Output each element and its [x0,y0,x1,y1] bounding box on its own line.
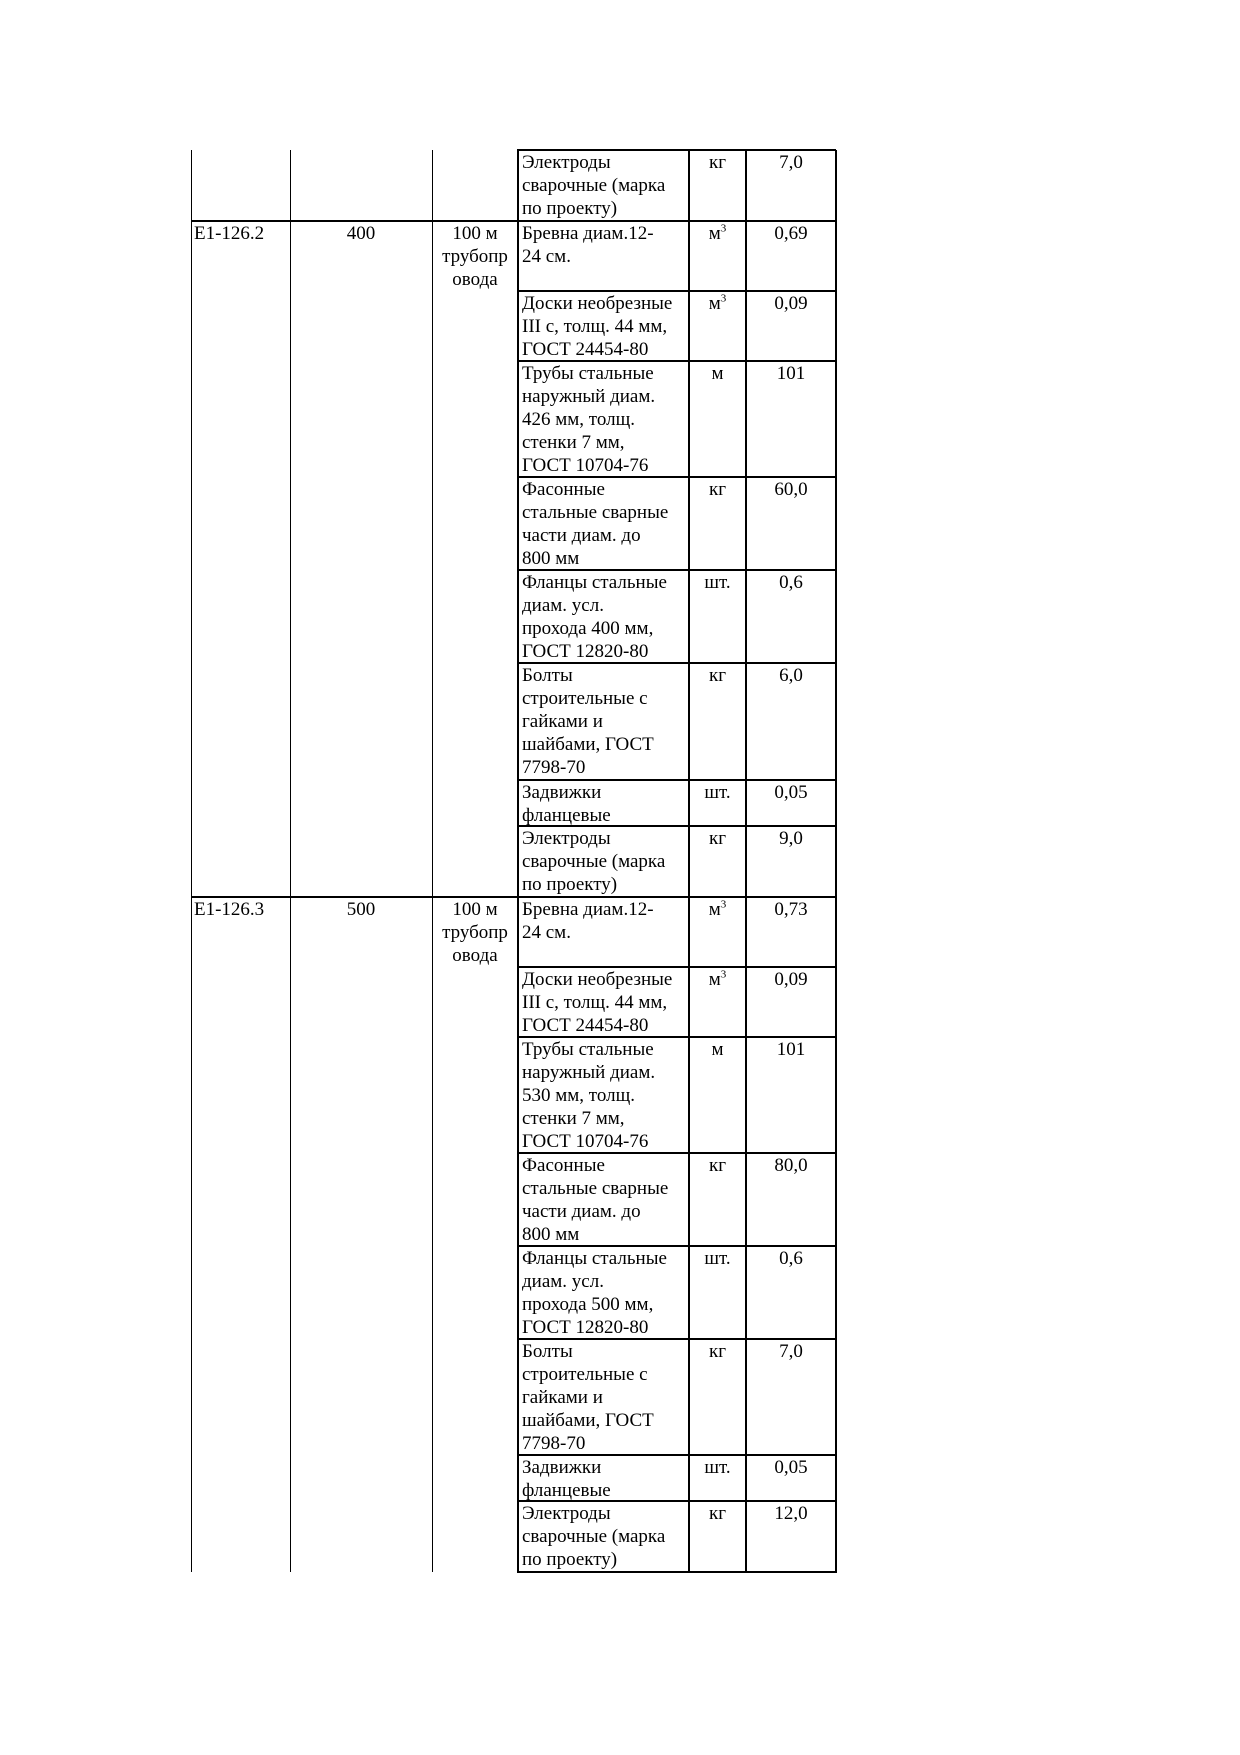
material-line: Болты [522,1341,573,1362]
col-divider-left-3 [432,150,433,1572]
material-line: III с, толщ. 44 мм, [522,992,668,1013]
material-line: 7798-70 [522,757,586,778]
quantity: 7,0 [779,1341,803,1362]
material-line: сварочные (марка [522,175,666,196]
material-line: ГОСТ 10704-76 [522,1131,649,1152]
material-line: ГОСТ 12820-80 [522,1317,649,1338]
quantity: 0,05 [774,1457,808,1478]
material-line: Электроды [522,828,611,849]
unit: шт. [704,1457,731,1478]
norm-code: Е1-126.3 [194,899,265,920]
material-line: Бревна диам.12- [522,899,654,920]
material-line: наружный диам. [522,386,656,407]
material-line: стенки 7 мм, [522,432,625,453]
unit: шт. [704,782,731,803]
unit: шт. [704,1248,731,1269]
material-line: Болты [522,665,573,686]
row-divider [517,1571,836,1573]
material-line: III с, толщ. 44 мм, [522,316,668,337]
material-line: Электроды [522,1503,611,1524]
unit: кг [708,665,727,686]
material-name [522,478,668,570]
material-line: стальные сварные [522,1178,669,1199]
material-line: части диам. до [522,1201,641,1222]
material-name [522,292,672,361]
material-line: 24 см. [522,922,571,943]
unit: кг [708,152,727,173]
quantity: 0,69 [774,223,808,244]
material-name [522,898,654,944]
material-name [522,571,667,663]
material-line: Трубы стальные [522,363,654,384]
quantity: 0,09 [774,969,808,990]
unit: $м^3$ [708,222,727,244]
material-name [522,1456,611,1502]
material-line: Доски необрезные [522,969,673,990]
quantity: 7,0 [779,152,803,173]
material-line: ГОСТ 24454-80 [522,339,649,360]
quantity: 0,6 [779,1248,803,1269]
unit: шт. [704,572,731,593]
quantity: 6,0 [779,665,803,686]
material-name [522,1340,654,1455]
material-name [522,222,654,268]
unit: $м^3$ [708,898,727,920]
quantity: 9,0 [779,828,803,849]
pipe-diameter: 500 [346,899,376,920]
unit: м [711,1039,724,1060]
quantity: 60,0 [774,479,808,500]
material-line: 800 мм [522,548,580,569]
material-name [522,827,665,896]
col-divider-left-2 [290,150,291,1572]
material-line: части диам. до [522,525,641,546]
quantity: 0,6 [779,572,803,593]
material-line: гайками и [522,1387,603,1408]
material-line: ГОСТ 24454-80 [522,1015,649,1036]
material-line: гайками и [522,711,603,732]
material-line: шайбами, ГОСТ [522,1410,654,1431]
material-line: Фасонные [522,1155,605,1176]
material-line: Доски необрезные [522,293,673,314]
material-line: Задвижки [522,782,602,803]
material-line: 7798-70 [522,1433,586,1454]
unit: $м^3$ [708,968,727,990]
material-line: прохода 400 мм, [522,618,654,639]
measure-unit: 100 м трубопр овода [442,899,508,966]
quantity: 0,09 [774,293,808,314]
unit: $м^3$ [708,292,727,314]
quantity: 101 [776,363,806,384]
col-divider-left-1 [191,150,192,1572]
material-line: стенки 7 мм, [522,1108,625,1129]
material-line: Трубы стальные [522,1039,654,1060]
unit: кг [708,828,727,849]
unit: кг [708,1155,727,1176]
material-line: фланцевые [522,1480,611,1501]
material-name [522,781,611,827]
material-name [522,1247,667,1339]
material-line: стальные сварные [522,502,669,523]
material-line: по проекту) [522,874,618,895]
norm-code: Е1-126.2 [194,223,265,244]
quantity: 80,0 [774,1155,808,1176]
material-name [522,151,665,220]
material-line: Бревна диам.12- [522,223,654,244]
material-line: Фланцы стальные [522,1248,667,1269]
material-line: шайбами, ГОСТ [522,734,654,755]
material-line: сварочные (марка [522,851,666,872]
material-line: 800 мм [522,1224,580,1245]
material-line: Фасонные [522,479,605,500]
quantity: 0,73 [774,899,808,920]
unit: м [711,363,724,384]
material-line: 426 мм, толщ. [522,409,635,430]
unit: кг [708,1503,727,1524]
material-line: диам. усл. [522,595,604,616]
material-name [522,1038,655,1153]
quantity: 12,0 [774,1503,808,1524]
material-line: прохода 500 мм, [522,1294,654,1315]
quantity: 101 [776,1039,806,1060]
material-name [522,1154,668,1246]
material-line: диам. усл. [522,1271,604,1292]
material-line: по проекту) [522,1549,618,1570]
material-line: наружный диам. [522,1062,656,1083]
material-line: ГОСТ 10704-76 [522,455,649,476]
unit: кг [708,479,727,500]
material-line: Электроды [522,152,611,173]
material-line: строительные с [522,688,648,709]
col-divider-right-1 [517,150,519,1573]
material-line: фланцевые [522,805,611,826]
material-line: 24 см. [522,246,571,267]
material-name [522,968,672,1037]
material-name [522,664,654,779]
material-line: строительные с [522,1364,648,1385]
material-line: сварочные (марка [522,1526,666,1547]
quantity: 0,05 [774,782,808,803]
material-line: по проекту) [522,198,618,219]
measure-unit: 100 м трубопр овода [442,223,508,290]
material-line: Задвижки [522,1457,602,1478]
pipe-diameter: 400 [346,223,376,244]
material-name [522,362,655,477]
material-line: 530 мм, толщ. [522,1085,635,1106]
material-line: ГОСТ 12820-80 [522,641,649,662]
material-name [522,1502,665,1571]
material-line: Фланцы стальные [522,572,667,593]
unit: кг [708,1341,727,1362]
